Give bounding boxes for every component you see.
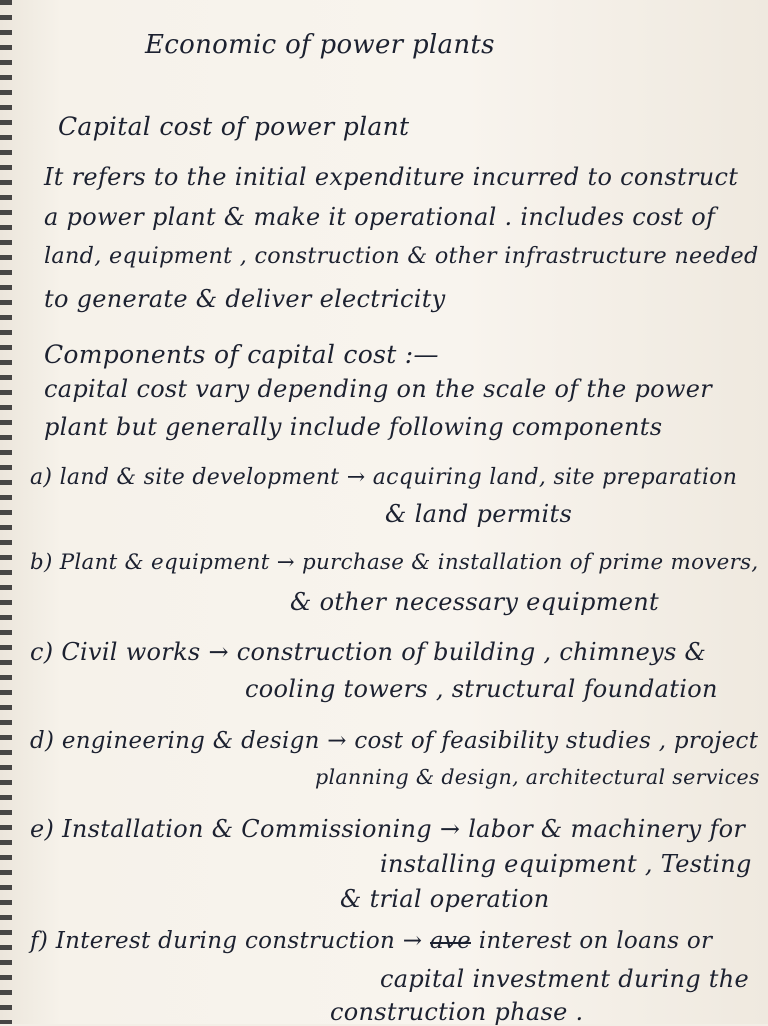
item-f-text: interest on loans or [471, 928, 713, 954]
components-intro-line: plant but generally include following components [44, 413, 663, 441]
definition-line: a power plant & make it operational . includes cost of [44, 203, 716, 231]
component-item-e: e) Installation & Commissioning → labor & machinery for [30, 815, 746, 843]
component-item-b-continued: & other necessary equipment [290, 588, 659, 616]
capital-cost-heading: Capital cost of power plant [58, 112, 410, 141]
component-item-f-continued: capital investment during the [380, 965, 750, 993]
spiral-binding [0, 0, 12, 1024]
definition-line: to generate & deliver electricity [44, 285, 446, 313]
struck-out-word: ave [429, 928, 472, 954]
item-f-text: f) Interest during construction → [30, 928, 430, 954]
component-item-b: b) Plant & equipment → purchase & installation of prime movers, [30, 550, 759, 575]
component-item-f-continued: construction phase . [330, 998, 584, 1026]
components-intro-line: capital cost vary depending on the scale of the power [44, 375, 713, 403]
component-item-d: d) engineering & design → cost of feasibility studies , project [30, 728, 759, 754]
definition-line: It refers to the initial expenditure incurred to construct [44, 163, 739, 191]
definition-line: land, equipment , construction & other infrastructure needed [44, 243, 759, 269]
component-item-a: a) land & site development → acquiring land, site preparation [30, 465, 738, 490]
component-item-f [30, 928, 712, 954]
component-item-e-continued: installing equipment , Testing [380, 850, 752, 878]
component-item-c-continued: cooling towers , structural foundation [245, 675, 718, 703]
component-item-e-continued: & trial operation [340, 885, 550, 913]
component-item-d-continued: planning & design, architectural services [315, 765, 760, 789]
page-title: Economic of power plants [145, 30, 495, 60]
components-heading: Components of capital cost :— [44, 340, 439, 369]
component-item-c: c) Civil works → construction of building , chimneys & [30, 638, 707, 666]
component-item-a-continued: & land permits [385, 500, 573, 528]
